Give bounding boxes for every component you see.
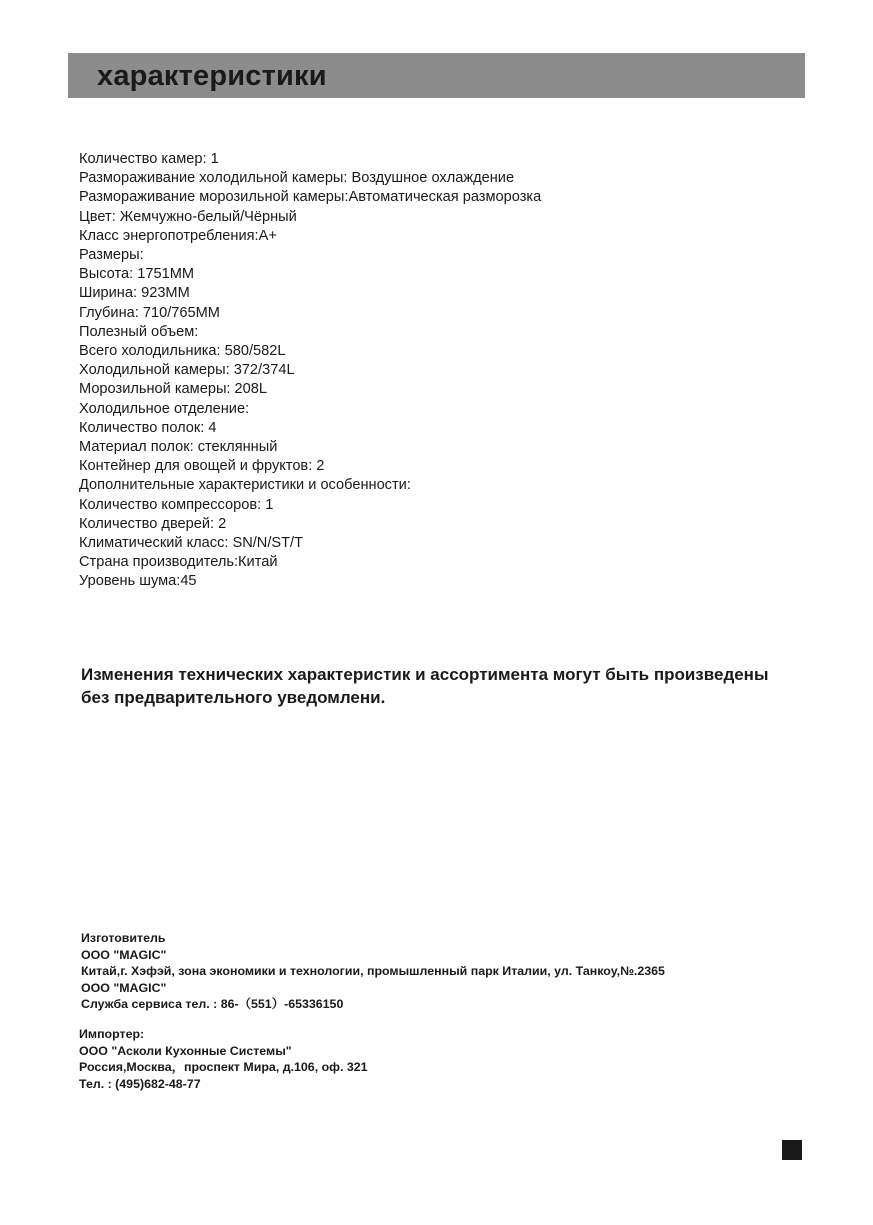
section-header-bar (68, 53, 805, 98)
manufacturer-block (81, 930, 665, 1013)
importer-company: ООО "Асколи Кухонные Системы" (79, 1043, 292, 1058)
importer-label: Импортер: (79, 1027, 145, 1041)
spec-item: Холодильной камеры: 372/374L (79, 362, 295, 379)
notice-line: Изменения технических характеристик и ассортимента могут быть произведены (81, 665, 769, 684)
spec-item: Полезный объем: (79, 323, 199, 340)
spec-item: Размораживание морозильной камеры:Автоматическая разморозка (79, 189, 542, 206)
spec-item: Уровень шума:45 (79, 573, 197, 590)
manufacturer-label: Изготовитель (81, 931, 166, 945)
spec-item: Высота: 1751ММ (79, 266, 195, 283)
page-marker-square (782, 1140, 802, 1160)
spec-item: Ширина: 923ММ (79, 285, 190, 302)
spec-item: Количество компрессоров: 1 (79, 496, 274, 513)
section-title: характеристики (97, 60, 327, 92)
importer-phone: Тел. : (495)682-48-77 (79, 1076, 201, 1091)
spec-item: Дополнительные характеристики и особенности: (79, 477, 411, 494)
spec-list (79, 150, 541, 592)
notice-line: без предварительного уведомлени. (81, 688, 386, 707)
manufacturer-company: ООО "MAGIC" (81, 947, 167, 962)
spec-item: Всего холодильника: 580/582L (79, 343, 286, 360)
spec-item: Количество дверей: 2 (79, 515, 227, 532)
change-notice (81, 663, 768, 709)
spec-item: Морозильной камеры: 208L (79, 381, 268, 398)
spec-item: Контейнер для овощей и фруктов: 2 (79, 458, 325, 475)
spec-item: Климатический класс: SN/N/ST/T (79, 535, 304, 552)
spec-item: Цвет: Жемчужно-белый/Чёрный (79, 208, 297, 225)
spec-item: Глубина: 710/765ММ (79, 304, 220, 321)
manufacturer-service-phone: Служба сервиса тел. : 86-（551）-65336150 (81, 997, 344, 1011)
importer-block (79, 1026, 368, 1092)
spec-item: Размеры: (79, 247, 144, 264)
spec-item: Количество камер: 1 (79, 151, 219, 167)
manufacturer-company-2: ООО "MAGIC" (81, 980, 167, 995)
spec-item: Количество полок: 4 (79, 419, 217, 436)
importer-address: Россия,Москва，проспект Мира, д.106, оф. 321 (79, 1060, 368, 1074)
spec-item: Материал полок: стеклянный (79, 439, 278, 456)
manufacturer-address: Китай,г. Хэфэй, зона экономики и технологии, промышленный парк Италии, ул. Танкоу,№.2365 (81, 964, 665, 978)
spec-item: Класс энергопотребления:А+ (79, 227, 277, 244)
spec-item: Холодильное отделение: (79, 400, 250, 417)
spec-item: Страна производитель:Китай (79, 554, 278, 571)
spec-item: Размораживание холодильной камеры: Воздушное охлаждение (79, 170, 515, 187)
